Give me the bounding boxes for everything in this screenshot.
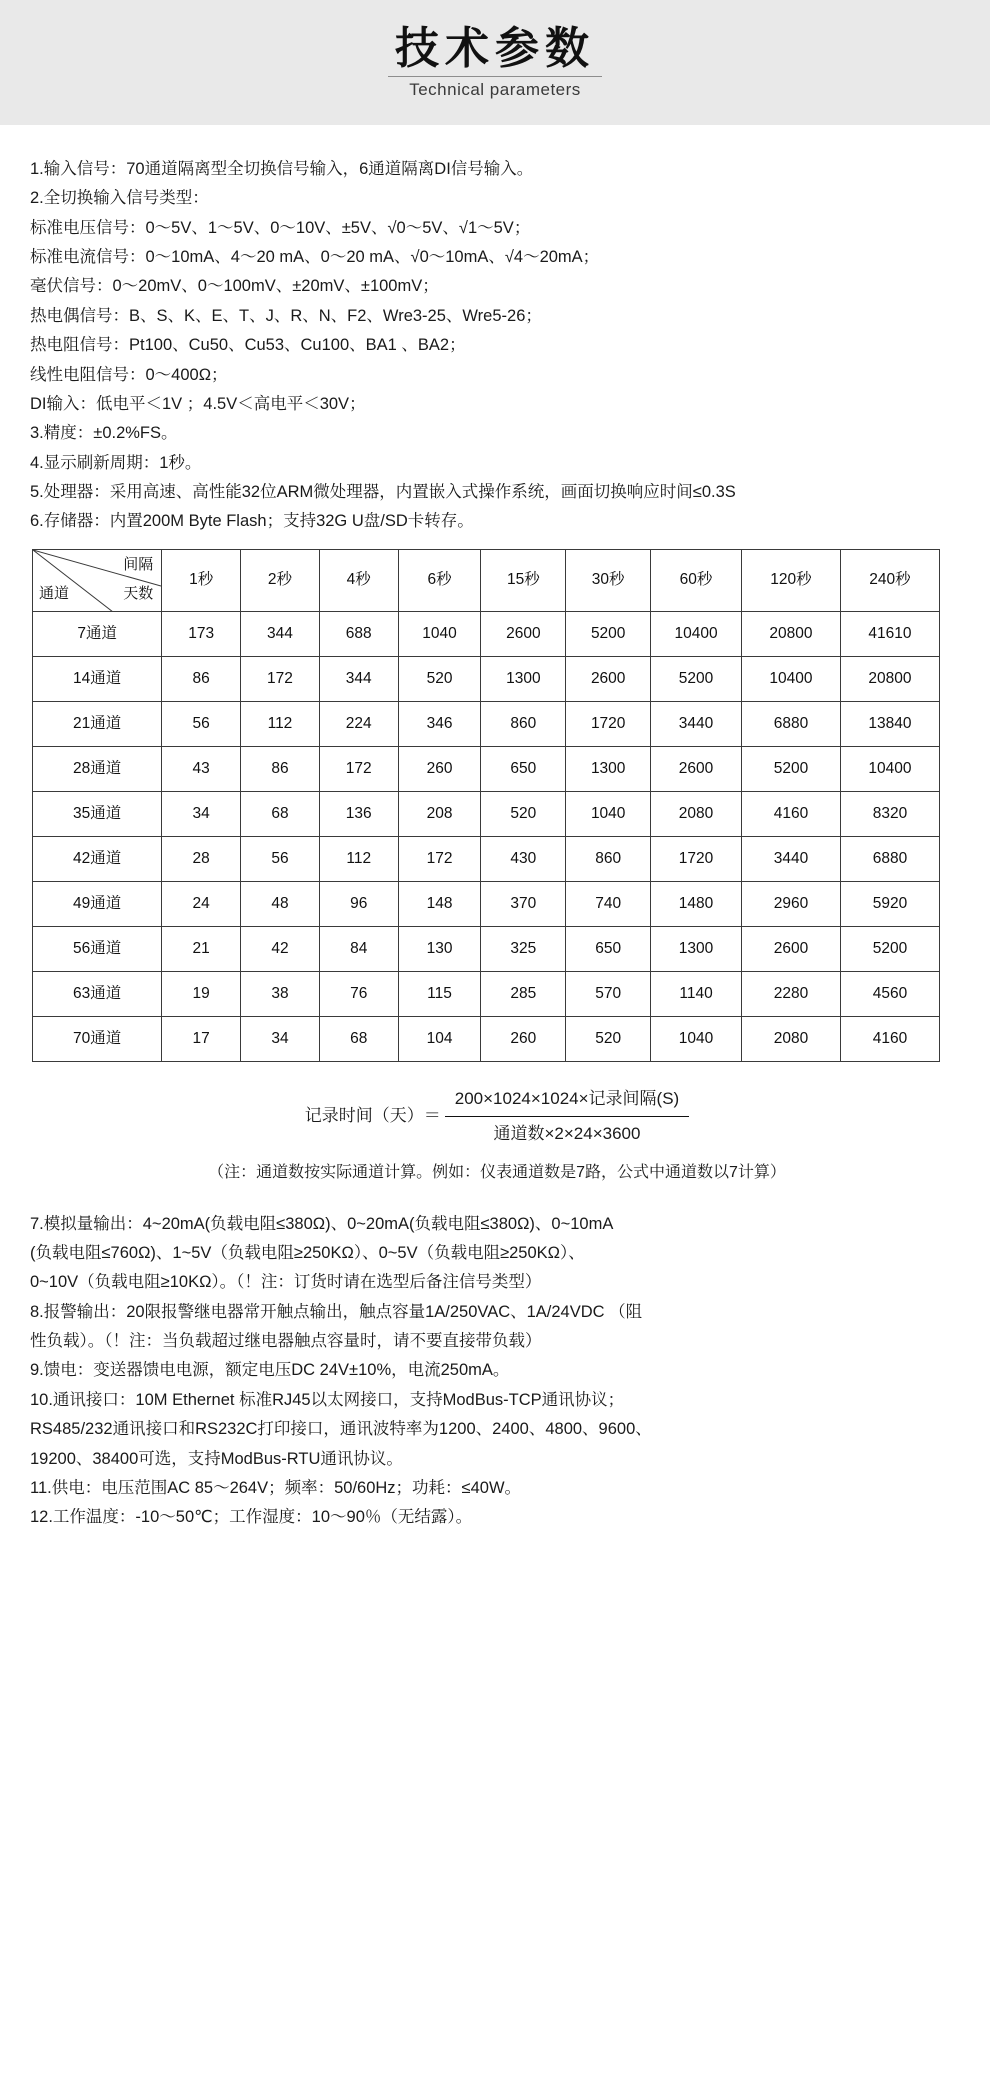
spec-line: DI输入：低电平＜1V ；4.5V＜高电平＜30V； <box>30 394 366 413</box>
formula-label: 记录时间（天）＝ <box>304 1106 441 1126</box>
table-cell: 4560 <box>840 971 939 1016</box>
table-row <box>33 1016 940 1061</box>
table-row <box>33 791 940 836</box>
table-cell: 2600 <box>741 926 840 971</box>
table-cell: 6880 <box>840 836 939 881</box>
spec-line: 7.模拟量输出：4~20mA(负载电阻≤380Ω)、0~20mA(负载电阻≤380Ω)、0~10mA <box>30 1214 614 1233</box>
table-cell: 5200 <box>566 611 651 656</box>
table-cell: 860 <box>566 836 651 881</box>
table-cell: 86 <box>241 746 320 791</box>
table-cell: 520 <box>398 656 481 701</box>
table-cell: 56 <box>241 836 320 881</box>
table-cell: 84 <box>319 926 398 971</box>
table-cell: 5200 <box>741 746 840 791</box>
table-cell: 148 <box>398 881 481 926</box>
table-row <box>33 611 940 656</box>
table-cell: 5920 <box>840 881 939 926</box>
table-col-header: 4秒 <box>319 549 398 611</box>
spec-line: 热电阻信号：Pt100、Cu50、Cu53、Cu100、BA1 、BA2； <box>30 336 466 355</box>
table-row <box>33 926 940 971</box>
table-cell: 285 <box>481 971 566 1016</box>
record-time-table <box>32 549 940 1062</box>
spec-line: 19200、38400可选，支持ModBus-RTU通讯协议。 <box>30 1449 403 1468</box>
table-cell: 13840 <box>840 701 939 746</box>
table-cell: 42 <box>241 926 320 971</box>
table-cell: 208 <box>398 791 481 836</box>
table-col-header: 30秒 <box>566 549 651 611</box>
table-cell: 10400 <box>741 656 840 701</box>
table-cell: 2600 <box>566 656 651 701</box>
record-time-formula <box>30 1084 964 1150</box>
table-cell: 260 <box>481 1016 566 1061</box>
spec-line: 11.供电：电压范围AC 85～264V；频率：50/60Hz；功耗：≤40W。 <box>30 1478 522 1497</box>
row-label: 56通道 <box>33 926 162 971</box>
table-cell: 1040 <box>566 791 651 836</box>
formula-denominator: 通道数×2×24×3600 <box>445 1116 689 1149</box>
spec-line: 4.显示刷新周期：1秒。 <box>30 453 202 472</box>
table-cell: 2600 <box>481 611 566 656</box>
table-cell: 650 <box>566 926 651 971</box>
table-row <box>33 971 940 1016</box>
table-cell: 650 <box>481 746 566 791</box>
formula-fraction <box>445 1084 689 1150</box>
spec-line: 6.存储器：内置200M Byte Flash；支持32G U盘/SD卡转存。 <box>30 512 474 531</box>
table-cell: 430 <box>481 836 566 881</box>
table-row <box>33 746 940 791</box>
row-label: 70通道 <box>33 1016 162 1061</box>
formula-note: （注：通道数按实际通道计算。例如：仪表通道数是7路，公式中通道数以7计算） <box>208 1164 786 1182</box>
corner-label-channel: 通道 <box>39 584 70 602</box>
spec-line: 3.精度：±0.2%FS。 <box>30 424 178 443</box>
row-label: 49通道 <box>33 881 162 926</box>
table-cell: 740 <box>566 881 651 926</box>
table-cell: 28 <box>162 836 241 881</box>
table-col-header: 6秒 <box>398 549 481 611</box>
table-row <box>33 701 940 746</box>
table-cell: 260 <box>398 746 481 791</box>
table-cell: 2960 <box>741 881 840 926</box>
table-cell: 1480 <box>651 881 742 926</box>
table-col-header: 1秒 <box>162 549 241 611</box>
spec-line: 热电偶信号：B、S、K、E、T、J、R、N、F2、Wre3-25、Wre5-26； <box>30 306 542 325</box>
table-cell: 173 <box>162 611 241 656</box>
row-label: 63通道 <box>33 971 162 1016</box>
table-cell: 344 <box>319 656 398 701</box>
table-body <box>33 611 940 1061</box>
page-header <box>0 0 990 125</box>
table-cell: 38 <box>241 971 320 1016</box>
row-label: 7通道 <box>33 611 162 656</box>
table-cell: 520 <box>481 791 566 836</box>
record-time-table-wrap <box>30 549 964 1062</box>
table-cell: 8320 <box>840 791 939 836</box>
corner-label-days: 天数 <box>123 584 154 602</box>
table-cell: 115 <box>398 971 481 1016</box>
formula-numerator: 200×1024×1024×记录间隔(S) <box>454 1088 680 1108</box>
table-cell: 1720 <box>651 836 742 881</box>
spec-line: 1.输入信号：70通道隔离型全切换信号输入，6通道隔离DI信号输入。 <box>30 160 534 178</box>
page-subtitle: Technical parameters <box>388 76 602 100</box>
table-cell: 688 <box>319 611 398 656</box>
table-cell: 224 <box>319 701 398 746</box>
table-cell: 112 <box>319 836 398 881</box>
table-cell: 2280 <box>741 971 840 1016</box>
table-cell: 172 <box>241 656 320 701</box>
table-cell: 346 <box>398 701 481 746</box>
spec-line: 2.全切换输入信号类型： <box>30 189 209 208</box>
table-cell: 4160 <box>741 791 840 836</box>
table-cell: 20800 <box>741 611 840 656</box>
spec-line: 标准电压信号：0～5V、1～5V、0～10V、±5V、√0～5V、√1～5V； <box>30 218 531 237</box>
table-cell: 2080 <box>741 1016 840 1061</box>
table-cell: 21 <box>162 926 241 971</box>
table-row <box>33 656 940 701</box>
table-cell: 344 <box>241 611 320 656</box>
table-col-header: 120秒 <box>741 549 840 611</box>
spec-line: 0~10V（负载电阻≥10KΩ）。（！注：订货时请在选型后备注信号类型） <box>30 1273 542 1292</box>
table-col-header: 2秒 <box>241 549 320 611</box>
table-cell: 3440 <box>741 836 840 881</box>
table-cell: 130 <box>398 926 481 971</box>
table-cell: 104 <box>398 1016 481 1061</box>
spec-line: 10.通讯接口：10M Ethernet 标准RJ45以太网接口，支持ModBus-TCP通讯协议； <box>30 1390 625 1409</box>
row-label: 21通道 <box>33 701 162 746</box>
spec-line: 标准电流信号：0～10mA、4～20 mA、0～20 mA、√0～10mA、√4～20mA； <box>30 248 600 267</box>
spec-line: 9.馈电：变送器馈电电源，额定电压DC 24V±10%，电流250mA。 <box>30 1361 510 1380</box>
table-cell: 520 <box>566 1016 651 1061</box>
table-row <box>33 881 940 926</box>
table-cell: 570 <box>566 971 651 1016</box>
table-cell: 4160 <box>840 1016 939 1061</box>
table-col-header: 60秒 <box>651 549 742 611</box>
table-cell: 34 <box>162 791 241 836</box>
spec-list-top <box>30 155 964 537</box>
page-title: 技术参数 <box>395 24 595 74</box>
table-cell: 6880 <box>741 701 840 746</box>
table-cell: 860 <box>481 701 566 746</box>
table-cell: 1040 <box>651 1016 742 1061</box>
table-cell: 41610 <box>840 611 939 656</box>
spec-line: 8.报警输出：20限报警继电器常开触点输出，触点容量1A/250VAC、1A/24VDC （阻 <box>30 1302 643 1321</box>
spec-line: 性负载）。（！注：当负载超过继电器触点容量时，请不要直接带负载） <box>30 1332 542 1351</box>
content-body <box>0 125 990 1553</box>
table-cell: 1720 <box>566 701 651 746</box>
table-cell: 96 <box>319 881 398 926</box>
table-corner-cell <box>33 549 162 611</box>
table-cell: 2600 <box>651 746 742 791</box>
corner-label-interval: 间隔 <box>123 555 154 573</box>
table-cell: 68 <box>319 1016 398 1061</box>
row-label: 35通道 <box>33 791 162 836</box>
spec-line: 毫伏信号：0～20mV、0～100mV、±20mV、±100mV； <box>30 277 439 296</box>
spec-line: (负载电阻≤760Ω)、1~5V（负载电阻≥250KΩ）、0~5V（负载电阻≥250KΩ）、 <box>30 1244 585 1262</box>
table-cell: 56 <box>162 701 241 746</box>
table-cell: 19 <box>162 971 241 1016</box>
table-cell: 136 <box>319 791 398 836</box>
table-cell: 1040 <box>398 611 481 656</box>
table-cell: 5200 <box>840 926 939 971</box>
row-label: 28通道 <box>33 746 162 791</box>
table-cell: 172 <box>319 746 398 791</box>
table-cell: 370 <box>481 881 566 926</box>
spec-line: 12.工作温度：-10～50℃；工作湿度：10～90％（无结露）。 <box>30 1508 473 1527</box>
table-cell: 2080 <box>651 791 742 836</box>
table-cell: 325 <box>481 926 566 971</box>
table-cell: 68 <box>241 791 320 836</box>
table-cell: 5200 <box>651 656 742 701</box>
table-cell: 1300 <box>566 746 651 791</box>
table-cell: 172 <box>398 836 481 881</box>
row-label: 14通道 <box>33 656 162 701</box>
table-cell: 1300 <box>481 656 566 701</box>
table-cell: 20800 <box>840 656 939 701</box>
table-cell: 24 <box>162 881 241 926</box>
table-header-row <box>33 549 940 611</box>
table-col-header: 15秒 <box>481 549 566 611</box>
row-label: 42通道 <box>33 836 162 881</box>
spec-line: 线性电阻信号：0～400Ω； <box>30 365 228 384</box>
table-cell: 10400 <box>840 746 939 791</box>
table-cell: 34 <box>241 1016 320 1061</box>
table-cell: 43 <box>162 746 241 791</box>
table-cell: 10400 <box>651 611 742 656</box>
table-cell: 3440 <box>651 701 742 746</box>
table-cell: 76 <box>319 971 398 1016</box>
spec-line: RS485/232通讯接口和RS232C打印接口，通讯波特率为1200、2400、4800、9600、 <box>30 1420 652 1439</box>
table-col-header: 240秒 <box>840 549 939 611</box>
table-cell: 112 <box>241 701 320 746</box>
spec-line: 5.处理器：采用高速、高性能32位ARM微处理器，内置嵌入式操作系统，画面切换响应时间≤0.3S <box>30 482 736 501</box>
table-cell: 86 <box>162 656 241 701</box>
table-row <box>33 836 940 881</box>
table-cell: 48 <box>241 881 320 926</box>
table-cell: 1300 <box>651 926 742 971</box>
table-cell: 17 <box>162 1016 241 1061</box>
spec-list-bottom <box>30 1210 964 1533</box>
table-cell: 1140 <box>651 971 742 1016</box>
